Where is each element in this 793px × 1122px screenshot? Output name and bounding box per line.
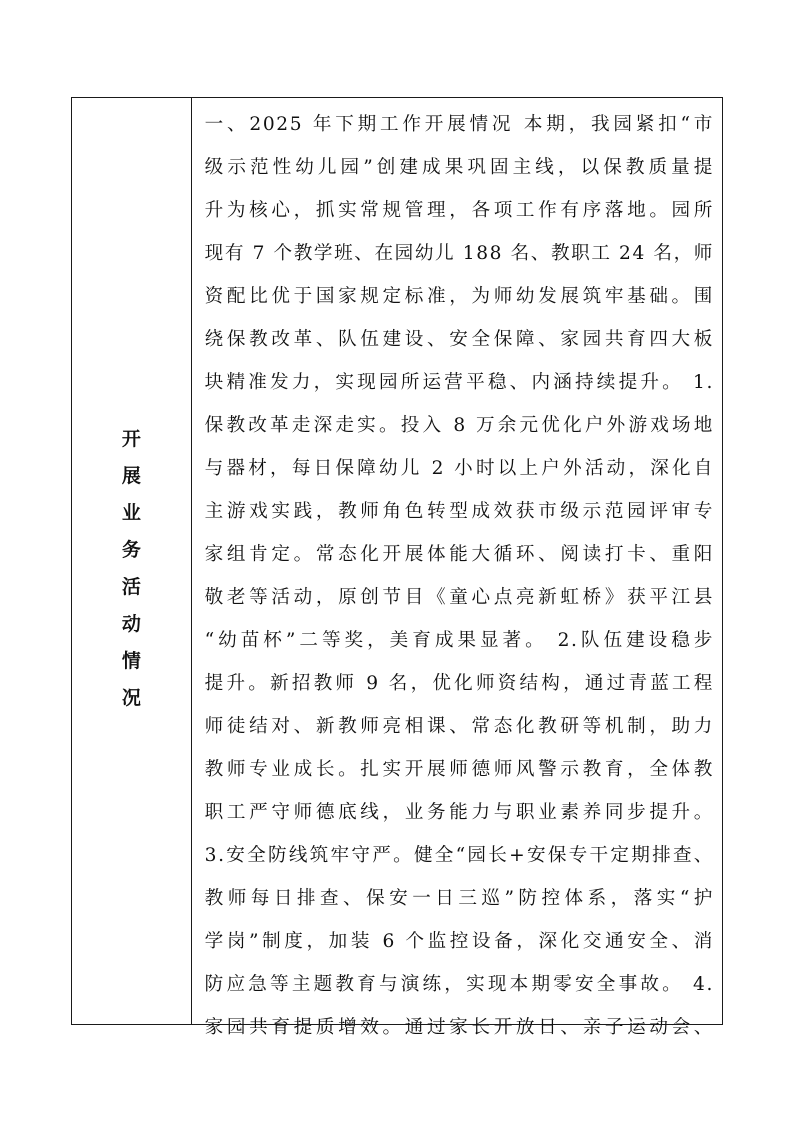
text-line: 资配比优于国家规定标准，为师幼发展筑牢基础。围 bbox=[204, 286, 714, 307]
section-label bbox=[122, 405, 141, 717]
section-label-char: 况 bbox=[121, 687, 141, 709]
text-line: 保教改革走深走实。投入 8 万余元优化户外游戏场地 bbox=[204, 415, 714, 436]
text-line: 提升。新招教师 9 名，优化师资结构，通过青蓝工程 bbox=[204, 673, 714, 694]
text-line: 块精准发力，实现园所运营平稳、内涵持续提升。 1. bbox=[204, 372, 714, 393]
section-label-cell bbox=[72, 98, 192, 1024]
section-label-char: 动 bbox=[121, 613, 141, 635]
section-label-char: 业 bbox=[121, 502, 141, 524]
text-line: 师徒结对、新教师亮相课、常态化教研等机制，助力 bbox=[204, 716, 714, 737]
content-cell bbox=[192, 98, 722, 1038]
text-line: 职工严守师德底线，业务能力与职业素养同步提升。 bbox=[204, 802, 714, 823]
text-line: 教师专业成长。扎实开展师德师风警示教育，全体教 bbox=[204, 759, 714, 780]
text-line: 学岗”制度，加装 6 个监控设备，深化交通安全、消 bbox=[204, 931, 714, 952]
text-line: 主游戏实践，教师角色转型成效获市级示范园评审专 bbox=[204, 501, 714, 522]
text-line: 级示范性幼儿园”创建成果巩固主线，以保教质量提 bbox=[204, 157, 714, 178]
section-label-char: 展 bbox=[121, 465, 141, 487]
report-table bbox=[71, 97, 723, 1038]
text-line: 教师每日排查、保安一日三巡”防控体系，落实“护 bbox=[204, 888, 714, 909]
text-line: 现有 7 个教学班、在园幼儿 188 名、教职工 24 名，师 bbox=[204, 243, 714, 264]
text-line: 家组肯定。常态化开展体能大循环、阅读打卡、重阳 bbox=[204, 544, 714, 565]
text-line: 敬老等活动，原创节目《童心点亮新虹桥》获平江县 bbox=[204, 587, 714, 608]
text-line: 一、2025 年下期工作开展情况 本期，我园紧扣“市 bbox=[204, 114, 714, 135]
text-line: 升为核心，抓实常规管理，各项工作有序落地。园所 bbox=[204, 200, 714, 221]
section-label-char: 开 bbox=[121, 428, 141, 450]
text-line: 与器材，每日保障幼儿 2 小时以上户外活动，深化自 bbox=[204, 458, 714, 479]
text-line: 防应急等主题教育与演练，实现本期零安全事故。 4. bbox=[204, 974, 714, 995]
work-report-text bbox=[205, 103, 714, 1049]
section-label-char: 情 bbox=[121, 650, 141, 672]
section-label-char: 活 bbox=[121, 576, 141, 598]
text-line: “幼苗杯”二等奖，美育成果显著。 2.队伍建设稳步 bbox=[204, 630, 714, 651]
text-line: 3.安全防线筑牢守严。健全“园长+安保专干定期排查、 bbox=[204, 845, 714, 866]
section-label-char: 务 bbox=[121, 539, 141, 561]
text-line: 绕保教改革、队伍建设、安全保障、家园共育四大板 bbox=[204, 329, 714, 350]
text-line: 家园共育提质增效。通过家长开放日、亲子运动会、 bbox=[204, 1017, 714, 1038]
